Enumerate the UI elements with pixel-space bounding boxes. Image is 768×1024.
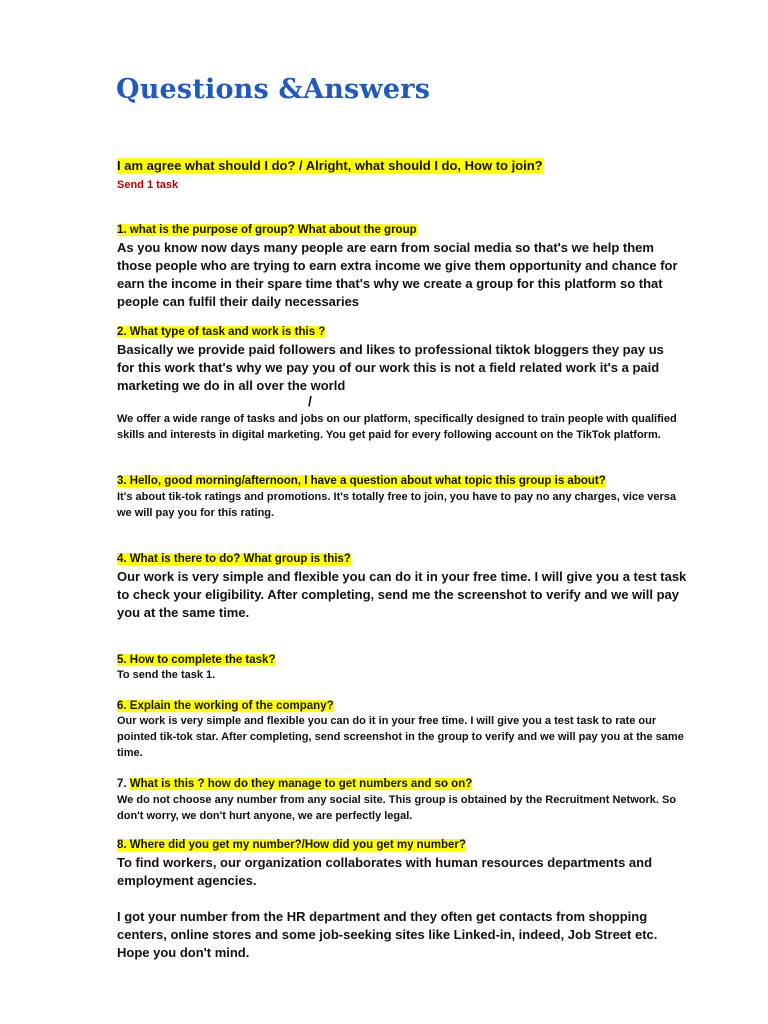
question-3: 3. Hello, good morning/afternoon, I have a question about what topic this group is about?: [117, 475, 606, 487]
question-4: 4. What is there to do? What group is this?: [117, 553, 351, 565]
answer-6: Our work is very simple and flexible you can do it in your free time. I will give you a test task to rate our pointed tik-tok star. After completing, send screenshot in the group to verify and we will pay you at the same time.: [117, 715, 684, 759]
question-2: 2. What type of task and work is this ?: [117, 326, 326, 338]
intro-question: I am agree what should I do? / Alright, what should I do, How to join?: [117, 158, 543, 173]
answer-1: As you know now days many people are earn from social media so that's we help them those people who are trying to earn extra income we give them opportunity and chance for earn the income in their spare time that's why we create a group for this platform so that people can fulfil their daily necessaries: [117, 240, 678, 309]
question-1: 1. what is the purpose of group? What about the group: [117, 224, 417, 236]
answer-8-detail: I got your number from the HR department and they often get contacts from shopping centers, online stores and some job-seeking sites like Linked-in, indeed, Job Street etc. Hope you don't mind.: [117, 909, 658, 960]
answer-separator: /: [308, 393, 312, 409]
question-6: 6. Explain the working of the company?: [117, 700, 334, 712]
question-8: 8. Where did you get my number?/How did you get my number?: [117, 839, 466, 851]
answer-2: Basically we provide paid followers and likes to professional tiktok bloggers they pay us for this work that's why we pay you of our work this is not a field related work it's a paid marketing we do in all over the world: [117, 342, 664, 393]
question-5: 5. How to complete the task?: [117, 654, 276, 666]
answer-2-alt: We offer a wide range of tasks and jobs on our platform, specifically designed to train people with qualified skills and interests in digital marketing. You get paid for every following account on the TikTok platform.: [117, 413, 677, 441]
answer-8: To find workers, our organization collaborates with human resources departments and employment agencies.: [117, 855, 653, 888]
question-7: 7. What is this ? how do they manage to get numbers and so on?: [117, 778, 473, 790]
page-title: Questions &Answers: [116, 74, 431, 105]
answer-5: To send the task 1.: [117, 669, 216, 681]
answer-7: We do not choose any number from any social site. This group is obtained by the Recruitment Network. So don't worry, we don't hurt anyone, we are perfectly legal.: [117, 794, 677, 822]
intro-note: Send 1 task: [117, 179, 179, 191]
answer-4: Our work is very simple and flexible you can do it in your free time. I will give you a test task to check your eligibility. After completing, send me the screenshot to verify and we will pay you at the same time.: [117, 569, 687, 620]
answer-3: It's about tik-tok ratings and promotions. It's totally free to join, you have to pay no any charges, vice versa we will pay you for this rating.: [117, 491, 677, 519]
